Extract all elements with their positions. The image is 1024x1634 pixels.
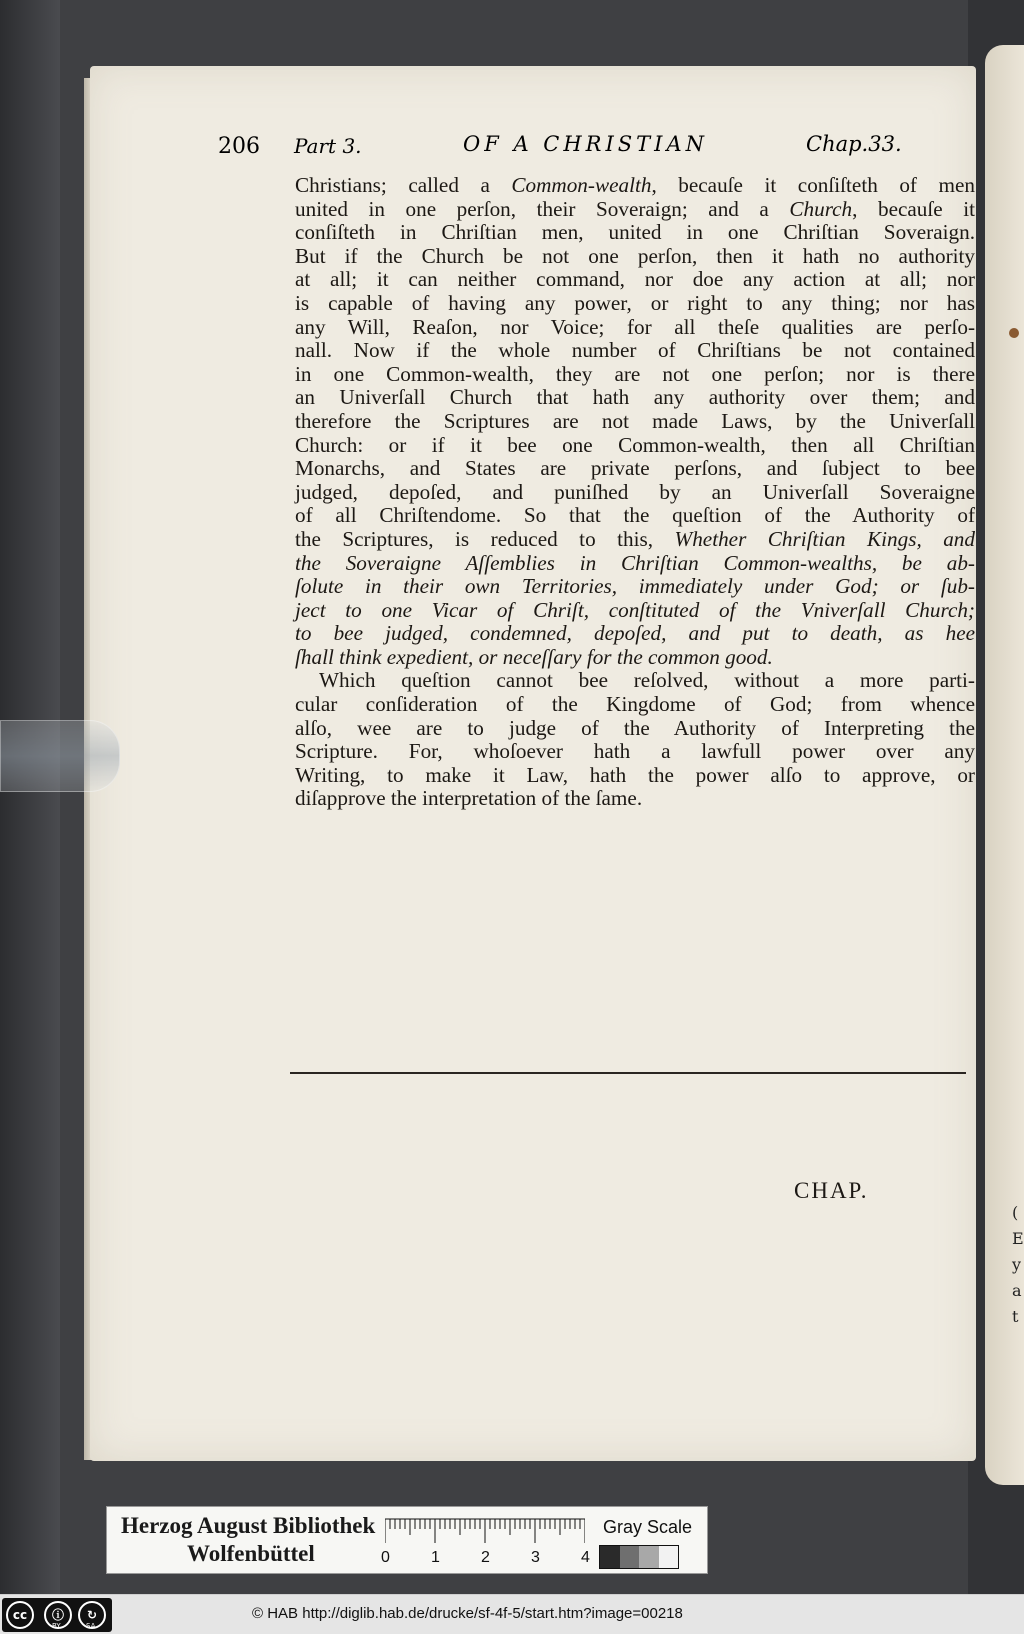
text-line: to bee judged, condemned, depoſed, and put to death, as hee	[295, 621, 975, 646]
show-through-text	[190, 256, 270, 273]
chapter-end-rule	[290, 1072, 966, 1074]
paper-stain	[1009, 328, 1019, 338]
text-line: Which queſtion cannot bee reſolved, without a more parti-	[319, 668, 975, 693]
measurement-ruler	[385, 1515, 585, 1545]
gray-swatch	[620, 1546, 640, 1568]
ruler-label: 1	[431, 1549, 440, 1566]
text-line: ject to one Vicar of Chriſt, conſtituted of the Vniverſall Church;	[295, 597, 975, 622]
by-label: BY	[52, 1622, 61, 1630]
text-line: Monarchs, and States are private perſons, and ſubject to bee	[295, 456, 975, 481]
ruler-label: 4	[581, 1549, 590, 1566]
library-color-card	[106, 1506, 708, 1574]
text-line: of all Chriſtendome. So that the queſtion of the Authority of	[295, 503, 975, 528]
text-line: in one Common-wealth, they are not one perſon; nor is there	[295, 361, 975, 386]
text-line: cular conſideration of the Kingdome of God; from whence	[295, 692, 975, 717]
running-head-title: OF A CHRISTIAN	[463, 132, 709, 156]
ruler-label: 2	[481, 1549, 490, 1566]
text-line: Church: or if it bee one Common-wealth, then all Chriſtian	[295, 432, 975, 457]
ruler-label: 0	[381, 1549, 390, 1566]
source-link[interactable]: © HAB http://diglib.hab.de/drucke/sf-4f-5/start.htm?image=00218	[252, 1605, 683, 1622]
gray-scale-swatches	[599, 1545, 679, 1569]
text-line: conſiſteth in Chriſtian men, united in one Chriſtian Soveraign.	[295, 220, 975, 245]
gray-scale-label: Gray Scale	[603, 1517, 693, 1537]
cc-icon: cc	[6, 1601, 34, 1629]
library-city: Wolfenbüttel	[187, 1541, 315, 1566]
text-line: an Univerſall Church that hath any authority over them; and	[295, 385, 975, 410]
text-line: is capable of having any power, or right to any thing; nor has	[295, 290, 975, 315]
text-line: judged, depoſed, and puniſhed by an Univerſall Soveraigne	[295, 479, 975, 504]
text-line: the Scriptures, is reduced to this, Whether Chriſtian Kings, and	[295, 526, 975, 551]
running-head-part: Part 3.	[294, 134, 362, 158]
text-line: the Soveraigne Aſſemblies in Chriſtian Common-wealths, be ab-	[295, 550, 975, 575]
library-name: Herzog August Bibliothek	[121, 1513, 376, 1538]
sa-icon: ↻	[78, 1601, 106, 1629]
text-line: therefore the Scriptures are not made Laws, by the Univerſall	[295, 408, 975, 433]
text-line: But if the Church be not one perſon, then it hath no authority	[295, 243, 975, 268]
footer-bar	[0, 1594, 1024, 1634]
book-page	[90, 66, 976, 1461]
cc-license-badge[interactable]	[2, 1598, 112, 1632]
gray-swatch	[600, 1546, 620, 1568]
ruler-label: 3	[531, 1549, 540, 1566]
body-text	[295, 174, 975, 811]
scanner-background-left	[0, 0, 60, 1594]
text-line: Writing, to make it Law, hath the power alſo to approve, or	[295, 762, 975, 787]
running-head-chapter: Chap.33.	[806, 132, 902, 156]
catchword: CHAP.	[794, 1178, 869, 1203]
text-line: any Will, Reaſon, nor Voice; for all theſe qualities are perſo-	[295, 314, 975, 339]
text-line: at all; it can neither command, nor doe any action at all; nor	[295, 267, 975, 292]
by-icon: ⓘ	[44, 1601, 72, 1629]
sa-label: SA	[86, 1622, 96, 1630]
text-line: alſo, wee are to judge of the Authority of Interpreting the	[295, 715, 975, 740]
facing-page-marks: ( E y a t	[1012, 1203, 1024, 1326]
text-line: ſolute in their own Territories, immediately under God; or ſub-	[295, 574, 975, 599]
ruler-labels	[381, 1549, 615, 1569]
gray-swatch	[639, 1546, 659, 1568]
glass-page-holder	[0, 720, 120, 792]
text-line: nall. Now if the whole number of Chriſtians be not contained	[295, 338, 975, 363]
text-line: ſhall think expedient, or neceſſary for the common good.	[295, 644, 773, 669]
text-line: united in one perſon, their Soveraign; and a Church, becauſe it	[295, 196, 975, 221]
text-line: Christians; called a Common-wealth, becauſe it conſiſteth of men	[295, 173, 975, 197]
page-number: 206	[218, 134, 260, 159]
gray-swatch	[659, 1546, 679, 1568]
text-line: diſapprove the interpretation of the ſame.	[295, 786, 643, 811]
text-line: Scripture. For, whoſoever hath a lawfull power over any	[295, 739, 975, 764]
